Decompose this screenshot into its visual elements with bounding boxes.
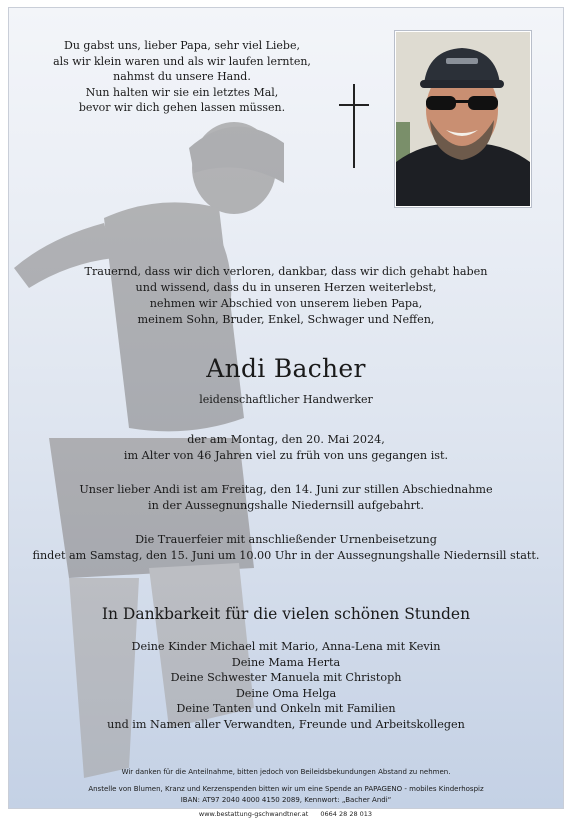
funeral-line: Die Trauerfeier mit anschließender Urnenbeisetzung — [135, 533, 437, 546]
donation-line: IBAN: AT97 2040 4000 4150 2089, Kennwort: „Bacher Andi“ — [180, 795, 392, 804]
portrait-photo — [395, 31, 531, 207]
verse-line: als wir klein waren und als wir laufen lernten, — [53, 54, 311, 68]
mourner-line: Deine Tanten und Onkeln mit Familien — [176, 702, 396, 715]
gratitude-heading: In Dankbarkeit für die vielen schönen Stunden — [101, 605, 471, 623]
thanks-line: Wir danken für die Anteilnahme, bitten jedoch von Beileidsbekundungen Abstand zu nehmen. — [121, 768, 451, 776]
memorial-verse — [47, 38, 317, 116]
intro-line: und wissend, dass du in unseren Herzen weiterlebst, — [135, 281, 437, 294]
viewing-line: in der Aussegnungshalle Niedernsill aufgebahrt. — [148, 499, 424, 512]
verse-line: Nun halten wir sie ein letztes Mal, — [85, 85, 279, 99]
death-notice-line: der am Montag, den 20. Mai 2024, — [187, 433, 385, 446]
donation-note — [27, 784, 545, 805]
verse-line: nahmst du unsere Hand. — [113, 70, 251, 83]
intro-line: nehmen wir Abschied von unserem lieben Papa, — [149, 297, 423, 310]
mourner-line: und im Namen aller Verwandten, Freunde und Arbeitskollegen — [107, 717, 465, 731]
funeral-line: findet am Samstag, den 15. Juni um 10.00 Uhr in der Aussegnungshalle Niedernsill statt. — [32, 549, 540, 562]
viewing-notice — [27, 482, 545, 514]
deceased-tagline: leidenschaftlicher Handwerker — [199, 393, 373, 406]
donation-line: Anstelle von Blumen, Kranz und Kerzenspenden bitten wir um eine Spende an PAPAGENO - mobiles Kinderhospiz — [88, 785, 484, 793]
footer-phone: 0664 28 28 013 — [320, 810, 373, 818]
intro-line: meinem Sohn, Bruder, Enkel, Schwager und Neffen, — [137, 313, 435, 326]
deceased-name: Andi Bacher — [206, 354, 366, 383]
footer-website[interactable]: www.bestattung-gschwandtner.at — [198, 810, 309, 818]
mourner-line: Deine Schwester Manuela mit Christoph — [170, 671, 402, 684]
footer — [0, 810, 571, 819]
death-notice-line: im Alter von 46 Jahren viel zu früh von uns gegangen ist. — [123, 449, 449, 462]
viewing-line: Unser lieber Andi ist am Freitag, den 14. Juni zur stillen Abschiednahme — [79, 483, 493, 496]
thanks-note — [27, 767, 545, 778]
intro-line: Trauernd, dass wir dich verloren, dankbar, dass wir dich gehabt haben — [84, 265, 488, 278]
funeral-notice — [27, 532, 545, 564]
verse-line: bevor wir dich gehen lassen müssen. — [78, 101, 286, 114]
cross-icon — [339, 84, 369, 168]
mourner-line: Deine Oma Helga — [235, 686, 337, 700]
death-notice — [27, 432, 545, 464]
mourner-line: Deine Kinder Michael mit Mario, Anna-Lena mit Kevin — [131, 640, 441, 653]
mourners-list — [49, 639, 523, 732]
obituary-card — [8, 7, 564, 809]
mourner-line: Deine Mama Herta — [231, 655, 341, 669]
intro-text — [49, 264, 523, 328]
verse-line: Du gabst uns, lieber Papa, sehr viel Liebe, — [64, 39, 300, 52]
